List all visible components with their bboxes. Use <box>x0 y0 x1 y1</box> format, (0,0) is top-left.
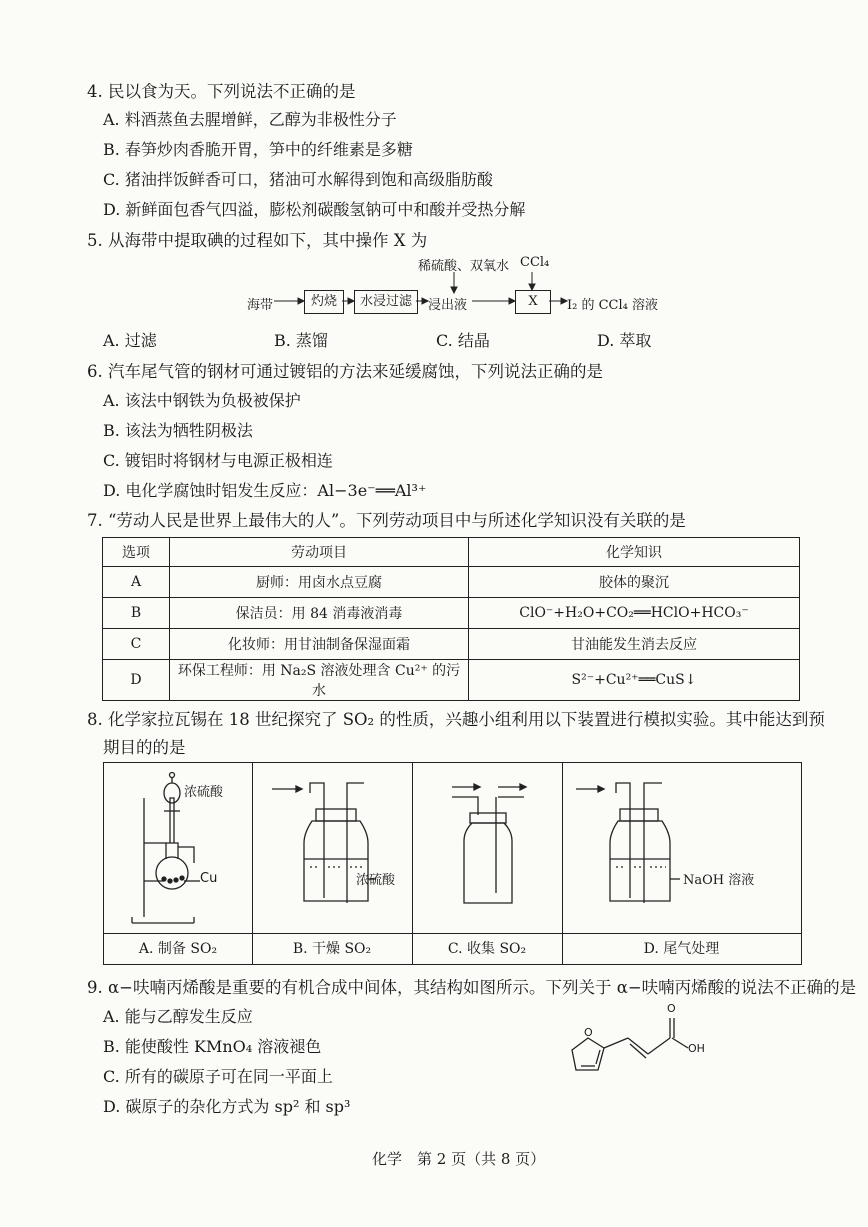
q9-stem: 9. α−呋喃丙烯酸是重要的有机合成中间体，其结构如图所示。下列关于 α−呋喃丙烯酸的说法不正确的是 <box>87 978 857 997</box>
q6-stem: 6. 汽车尾气管的钢材可通过镀铝的方法来延缓腐蚀，下列说法正确的是 <box>87 362 603 381</box>
q9-option-d: D. 碳原子的杂化方式为 sp² 和 sp³ <box>103 1097 351 1116</box>
q9-option-c: C. 所有的碳原子可在同一平面上 <box>103 1067 333 1086</box>
table-row <box>103 660 800 701</box>
q6-option-b: B. 该法为牺牲阴极法 <box>103 421 253 440</box>
table-cell: 环保工程师：用 Na₂S 溶液处理含 Cu²⁺ 的污水 <box>170 660 469 701</box>
q7-table <box>102 537 800 701</box>
table-header: 选项 <box>103 538 170 567</box>
structure-carbonyl-oxygen: O <box>667 1002 676 1015</box>
q6-option-d: D. 电化学腐蚀时铝发生反应：Al−3e⁻══Al³⁺ <box>103 481 427 500</box>
q8-stem-line1: 8. 化学家拉瓦锡在 18 世纪探究了 SO₂ 的性质，兴趣小组利用以下装置进行模拟实验。其中能达到预 <box>87 710 825 729</box>
flow-step-burn: 灼烧 <box>304 290 344 314</box>
table-cell: ClO⁻+H₂O+CO₂══HClO+HCO₃⁻ <box>469 598 800 629</box>
table-header: 化学知识 <box>469 538 800 567</box>
q9-option-b: B. 能使酸性 KMnO₄ 溶液褪色 <box>103 1037 322 1056</box>
table-cell: 化妆师：用甘油制备保湿面霜 <box>170 629 469 660</box>
q9-option-a: A. 能与乙醇发生反应 <box>103 1007 253 1026</box>
q6-option-a: A. 该法中钢铁为负极被保护 <box>103 391 301 410</box>
table-cell: D <box>103 660 170 701</box>
q4-option-c: C. 猪油拌饭鲜香可口，猪油可水解得到饱和高级脂肪酸 <box>103 170 493 189</box>
apparatus-a <box>104 763 253 964</box>
page-footer: 化学 第 2 页（共 8 页） <box>372 1150 546 1168</box>
caption-c: C. 收集 SO₂ <box>412 933 562 964</box>
flow-leachate: 浸出液 <box>428 298 468 313</box>
q5-option-a: A. 过滤 <box>103 331 157 350</box>
label-conc-sulfuric-acid-b: 浓硫酸 <box>356 873 396 888</box>
apparatus-b <box>252 763 413 964</box>
flow-reagent-1: 稀硫酸、双氧水 <box>418 259 510 274</box>
gas-washing-bottle-icon <box>252 763 412 933</box>
structure-hydroxyl: OH <box>688 1042 705 1055</box>
q5-option-d: D. 萃取 <box>597 331 652 350</box>
q6-option-c: C. 镀铝时将钢材与电源正极相连 <box>103 451 333 470</box>
table-cell: 厨师：用卤水点豆腐 <box>170 567 469 598</box>
flow-end: I₂ 的 CCl₄ 溶液 <box>567 298 659 313</box>
table-cell: 甘油能发生消去反应 <box>469 629 800 660</box>
flow-reagent-2: CCl₄ <box>520 255 550 270</box>
table-cell: 保洁员：用 84 消毒液消毒 <box>170 598 469 629</box>
q7-stem: 7. “劳动人民是世界上最伟大的人”。下列劳动项目中与所述化学知识没有关联的是 <box>87 511 686 530</box>
furylacrylic-acid-structure <box>548 1000 728 1095</box>
tail-gas-bottle-icon <box>562 763 801 933</box>
flow-start: 海带 <box>247 298 274 313</box>
table-cell: 胶体的聚沉 <box>469 567 800 598</box>
table-cell: A <box>103 567 170 598</box>
label-conc-sulfuric-acid: 浓硫酸 <box>184 785 224 800</box>
q5-option-c: C. 结晶 <box>436 331 490 350</box>
structure-ring-oxygen: O <box>584 1026 593 1039</box>
q4-option-d: D. 新鲜面包香气四溢，膨松剂碳酸氢钠可中和酸并受热分解 <box>103 200 526 219</box>
flow-step-x: X <box>515 290 551 314</box>
q4-option-b: B. 春笋炒肉香脆开胃，笋中的纤维素是多糖 <box>103 140 413 159</box>
table-row <box>103 629 800 660</box>
table-row <box>103 598 800 629</box>
flow-step-filter: 水浸过滤 <box>354 290 418 314</box>
table-cell: S²⁻+Cu²⁺══CuS↓ <box>469 660 800 701</box>
table-cell: B <box>103 598 170 629</box>
flask-apparatus-icon <box>104 763 252 933</box>
q8-stem-line2: 期目的的是 <box>103 738 186 757</box>
q4-stem: 4. 民以食为天。下列说法不正确的是 <box>87 82 356 101</box>
collection-bottle-icon <box>412 763 562 933</box>
table-cell: C <box>103 629 170 660</box>
table-row <box>103 567 800 598</box>
caption-a: A. 制备 SO₂ <box>104 933 252 964</box>
q5-option-b: B. 蒸馏 <box>274 331 328 350</box>
table-header: 劳动项目 <box>170 538 469 567</box>
q5-stem: 5. 从海带中提取碘的过程如下，其中操作 X 为 <box>87 231 428 250</box>
caption-d: D. 尾气处理 <box>562 933 801 964</box>
apparatus-d <box>562 763 801 964</box>
label-copper: Cu <box>200 871 218 886</box>
caption-b: B. 干燥 SO₂ <box>252 933 412 964</box>
apparatus-c <box>412 763 563 964</box>
q4-option-a: A. 料酒蒸鱼去腥增鲜，乙醇为非极性分子 <box>103 110 397 129</box>
q8-apparatus-figure <box>103 762 802 965</box>
label-naoh-solution: NaOH 溶液 <box>683 873 755 888</box>
table-header-row <box>103 538 800 567</box>
